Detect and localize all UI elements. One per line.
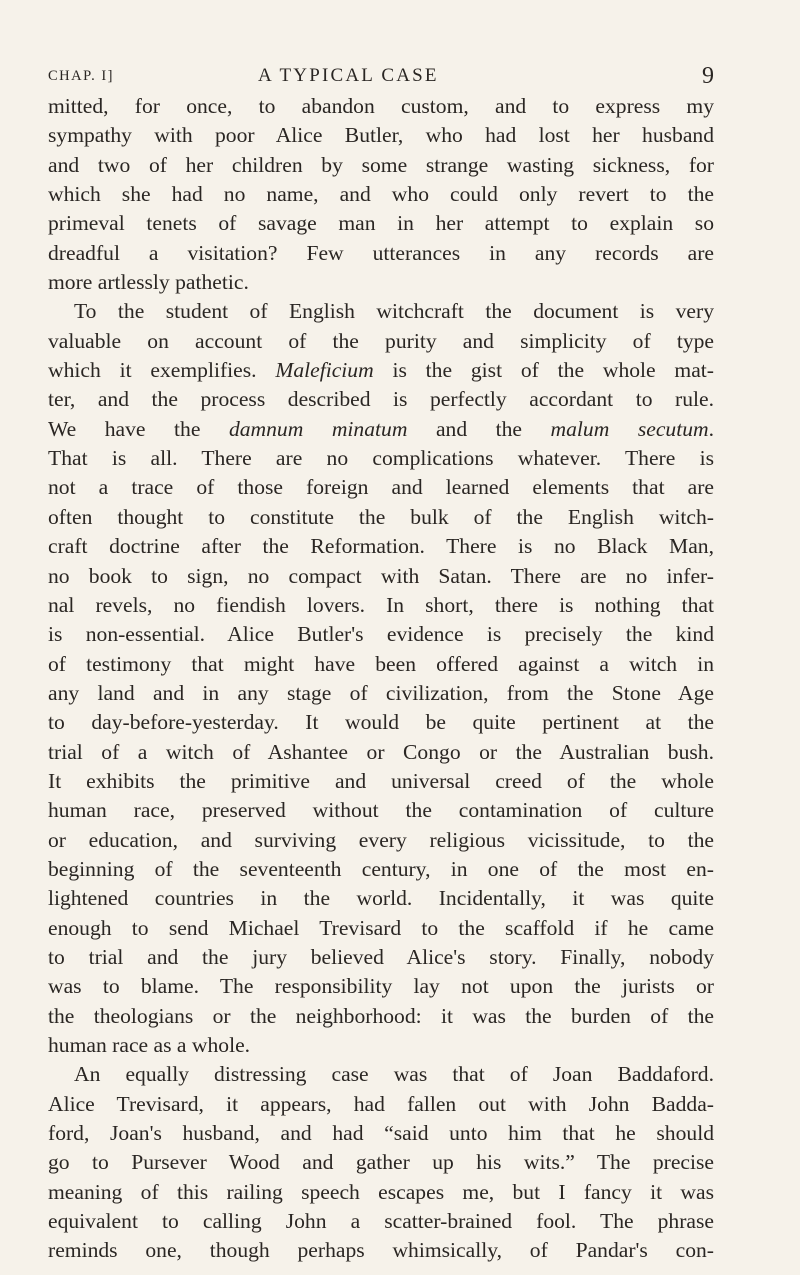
text-line: It exhibits the primitive and universal creed of the whole bbox=[48, 768, 714, 793]
page-number: 9 bbox=[702, 63, 714, 89]
text-line: dreadful a visitation? Few utterances in any records are bbox=[48, 240, 714, 265]
text-run: which it exemplifies. bbox=[48, 358, 257, 383]
text-line: human race, preserved without the contamination of culture bbox=[48, 798, 714, 823]
text-run: . bbox=[708, 416, 714, 441]
text-line: enough to send Michael Trevisard to the scaffold if he came bbox=[48, 915, 714, 940]
text-line: sympathy with poor Alice Butler, who had lost her husband bbox=[48, 123, 714, 148]
text-line: craft doctrine after the Reformation. There is no Black Man, bbox=[48, 534, 714, 559]
text-line: An equally distressing case was that of Joan Baddaford. bbox=[74, 1062, 714, 1087]
text-line: any land and in any stage of civilization, from the Stone Age bbox=[48, 680, 714, 705]
text-line: That is all. There are no complications whatever. There is bbox=[48, 446, 714, 471]
text-line: is non-essential. Alice Butler's evidence is precisely the kind bbox=[48, 622, 714, 647]
text-line: ford, Joan's husband, and had “said unto him that he should bbox=[48, 1121, 714, 1146]
text-line: often thought to constitute the bulk of the English witch- bbox=[48, 504, 714, 529]
text-run: and the bbox=[407, 416, 551, 441]
text-line: lightened countries in the world. Incidentally, it was quite bbox=[48, 886, 714, 911]
text-line: primeval tenets of savage man in her attempt to explain so bbox=[48, 211, 714, 236]
text-line: not a trace of those foreign and learned elements that are bbox=[48, 475, 714, 500]
italic-term: Maleficium bbox=[275, 358, 374, 383]
text-line: to day-before-yesterday. It would be quite pertinent at the bbox=[48, 710, 714, 735]
body-text bbox=[48, 92, 714, 1266]
text-line: ter, and the process described is perfectly accordant to rule. bbox=[48, 387, 714, 412]
text-line: human race as a whole. bbox=[48, 1033, 251, 1057]
text-line: the theologians or the neighborhood: it was the burden of the bbox=[48, 1003, 714, 1028]
text-line: nal revels, no fiendish lovers. In short, there is nothing that bbox=[48, 592, 714, 617]
page-heading: A TYPICAL CASE bbox=[258, 65, 439, 86]
text-line: go to Pursever Wood and gather up his wits.” The precise bbox=[48, 1150, 714, 1175]
text-line: meaning of this railing speech escapes me, but I fancy it was bbox=[48, 1179, 714, 1204]
chapter-label: CHAP. I] bbox=[48, 68, 114, 84]
text-line: mitted, for once, to abandon custom, and to express my bbox=[48, 94, 714, 118]
text-line: to trial and the jury believed Alice's story. Finally, nobody bbox=[48, 944, 714, 969]
italic-term: damnum minatum bbox=[228, 416, 408, 441]
text-line: and two of her children by some strange wasting sickness, for bbox=[48, 152, 714, 177]
text-line: was to blame. The responsibility lay not upon the jurists or bbox=[48, 974, 714, 999]
text-line-mixed bbox=[48, 415, 714, 444]
text-line: valuable on account of the purity and simplicity of type bbox=[48, 328, 714, 353]
text-line: no book to sign, no compact with Satan. There are no infer- bbox=[48, 563, 714, 588]
running-head bbox=[48, 61, 714, 91]
text-line: or education, and surviving every religious vicissitude, to the bbox=[48, 827, 714, 852]
text-line: trial of a witch of Ashantee or Congo or the Australian bush. bbox=[48, 739, 714, 764]
text-line: reminds one, though perhaps whimsically, of Pandar's con- bbox=[48, 1238, 714, 1263]
text-line: of testimony that might have been offered against a witch in bbox=[48, 651, 714, 676]
text-line-mixed bbox=[48, 356, 714, 385]
italic-term: malum secutum bbox=[550, 416, 709, 441]
text-run: We have the bbox=[48, 416, 229, 441]
text-line: beginning of the seventeenth century, in one of the most en- bbox=[48, 856, 714, 881]
text-line: Alice Trevisard, it appears, had fallen out with John Badda- bbox=[48, 1091, 714, 1116]
text-line: more artlessly pathetic. bbox=[48, 270, 249, 295]
text-line: To the student of English witchcraft the document is very bbox=[74, 299, 714, 324]
text-line: equivalent to calling John a scatter-brained fool. The phrase bbox=[48, 1209, 714, 1234]
text-run: is the gist of the whole mat- bbox=[373, 358, 714, 383]
text-line: which she had no name, and who could only revert to the bbox=[48, 182, 714, 207]
